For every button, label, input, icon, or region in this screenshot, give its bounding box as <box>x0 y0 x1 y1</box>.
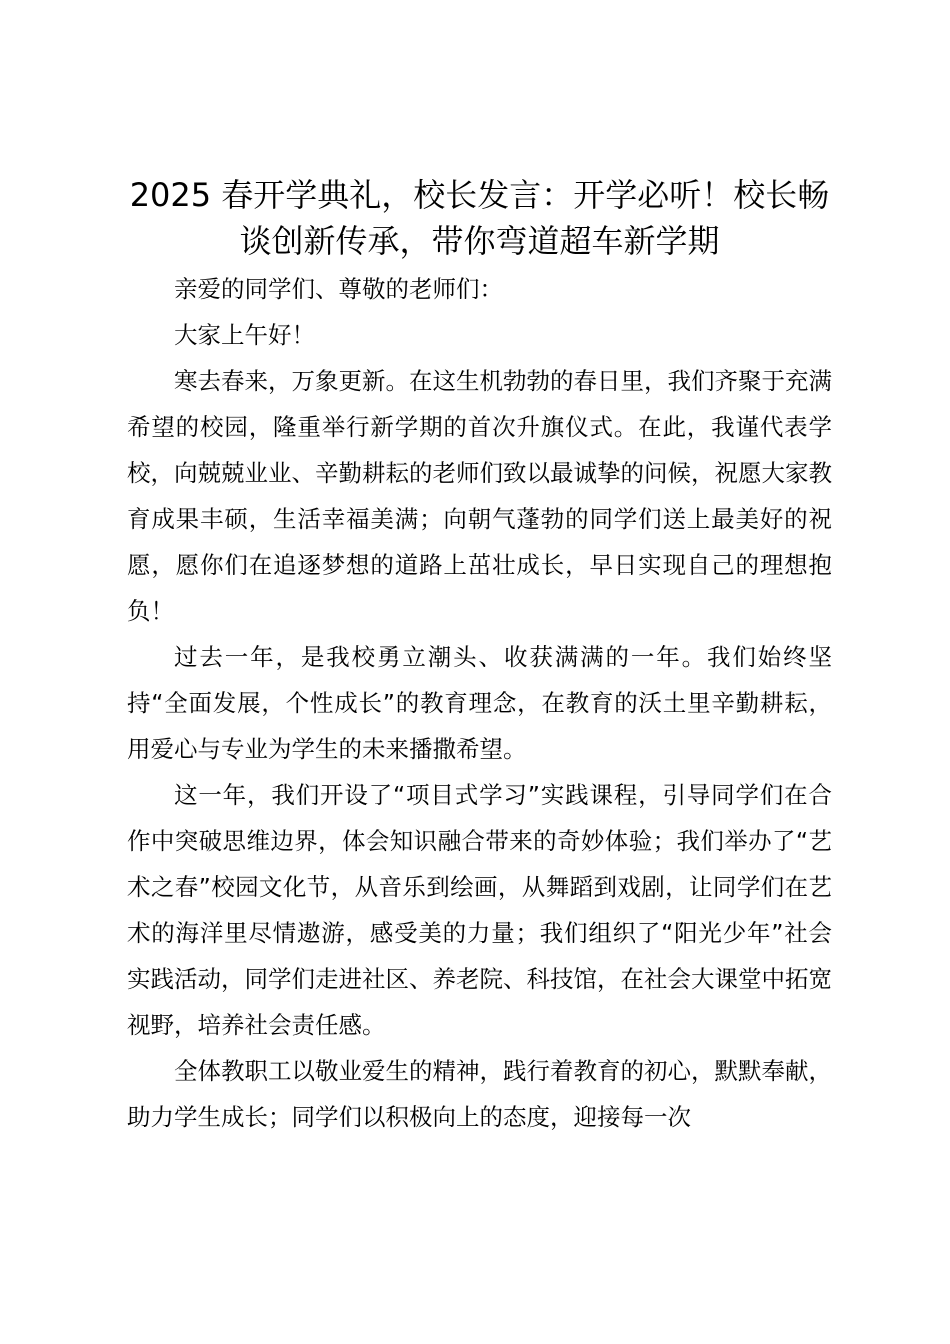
document-content <box>127 172 832 1140</box>
paragraph-activities: 这一年，我们开设了“项目式学习”实践课程，引导同学们在合作中突破思维边界，体会知识融合带来的奇妙体验；我们举办了“艺术之春”校园文化节，从音乐到绘画，从舞蹈到戏剧，让同学们在艺术的海洋里尽情遨游，感受美的力量；我们组织了“阳光少年”社会实践活动，同学们走进社区、养老院、科技馆，在社会大课堂中拓宽视野，培养社会责任感。 <box>127 781 832 1039</box>
document-title: 2025 春开学典礼，校长发言：开学必听！校长畅谈创新传承，带你弯道超车新学期 <box>129 176 830 260</box>
paragraph-salutation: 亲爱的同学们、尊敬的老师们： <box>174 275 503 303</box>
paragraph-greeting: 大家上午好！ <box>174 321 315 349</box>
paragraph-past-year: 过去一年，是我校勇立潮头、收获满满的一年。我们始终坚持“全面发展，个性成长”的教育理念，在教育的沃土里辛勤耕耘，用爱心与专业为学生的未来播撒希望。 <box>127 643 832 763</box>
paragraph-opening: 寒去春来，万象更新。在这生机勃勃的春日里，我们齐聚于充满希望的校园，隆重举行新学期的首次升旗仪式。在此，我谨代表学校，向兢兢业业、辛勤耕耘的老师们致以最诚挚的问候，祝愿大家教育成果丰硕，生活幸福美满；向朝气蓬勃的同学们送上最美好的祝愿，愿你们在追逐梦想的道路上茁壮成长，早日实现自己的理想抱负！ <box>127 367 832 625</box>
document-body <box>127 266 832 1140</box>
paragraph-staff-students: 全体教职工以敬业爱生的精神，践行着教育的初心，默默奉献，助力学生成长；同学们以积极向上的态度，迎接每一次 <box>127 1057 832 1131</box>
